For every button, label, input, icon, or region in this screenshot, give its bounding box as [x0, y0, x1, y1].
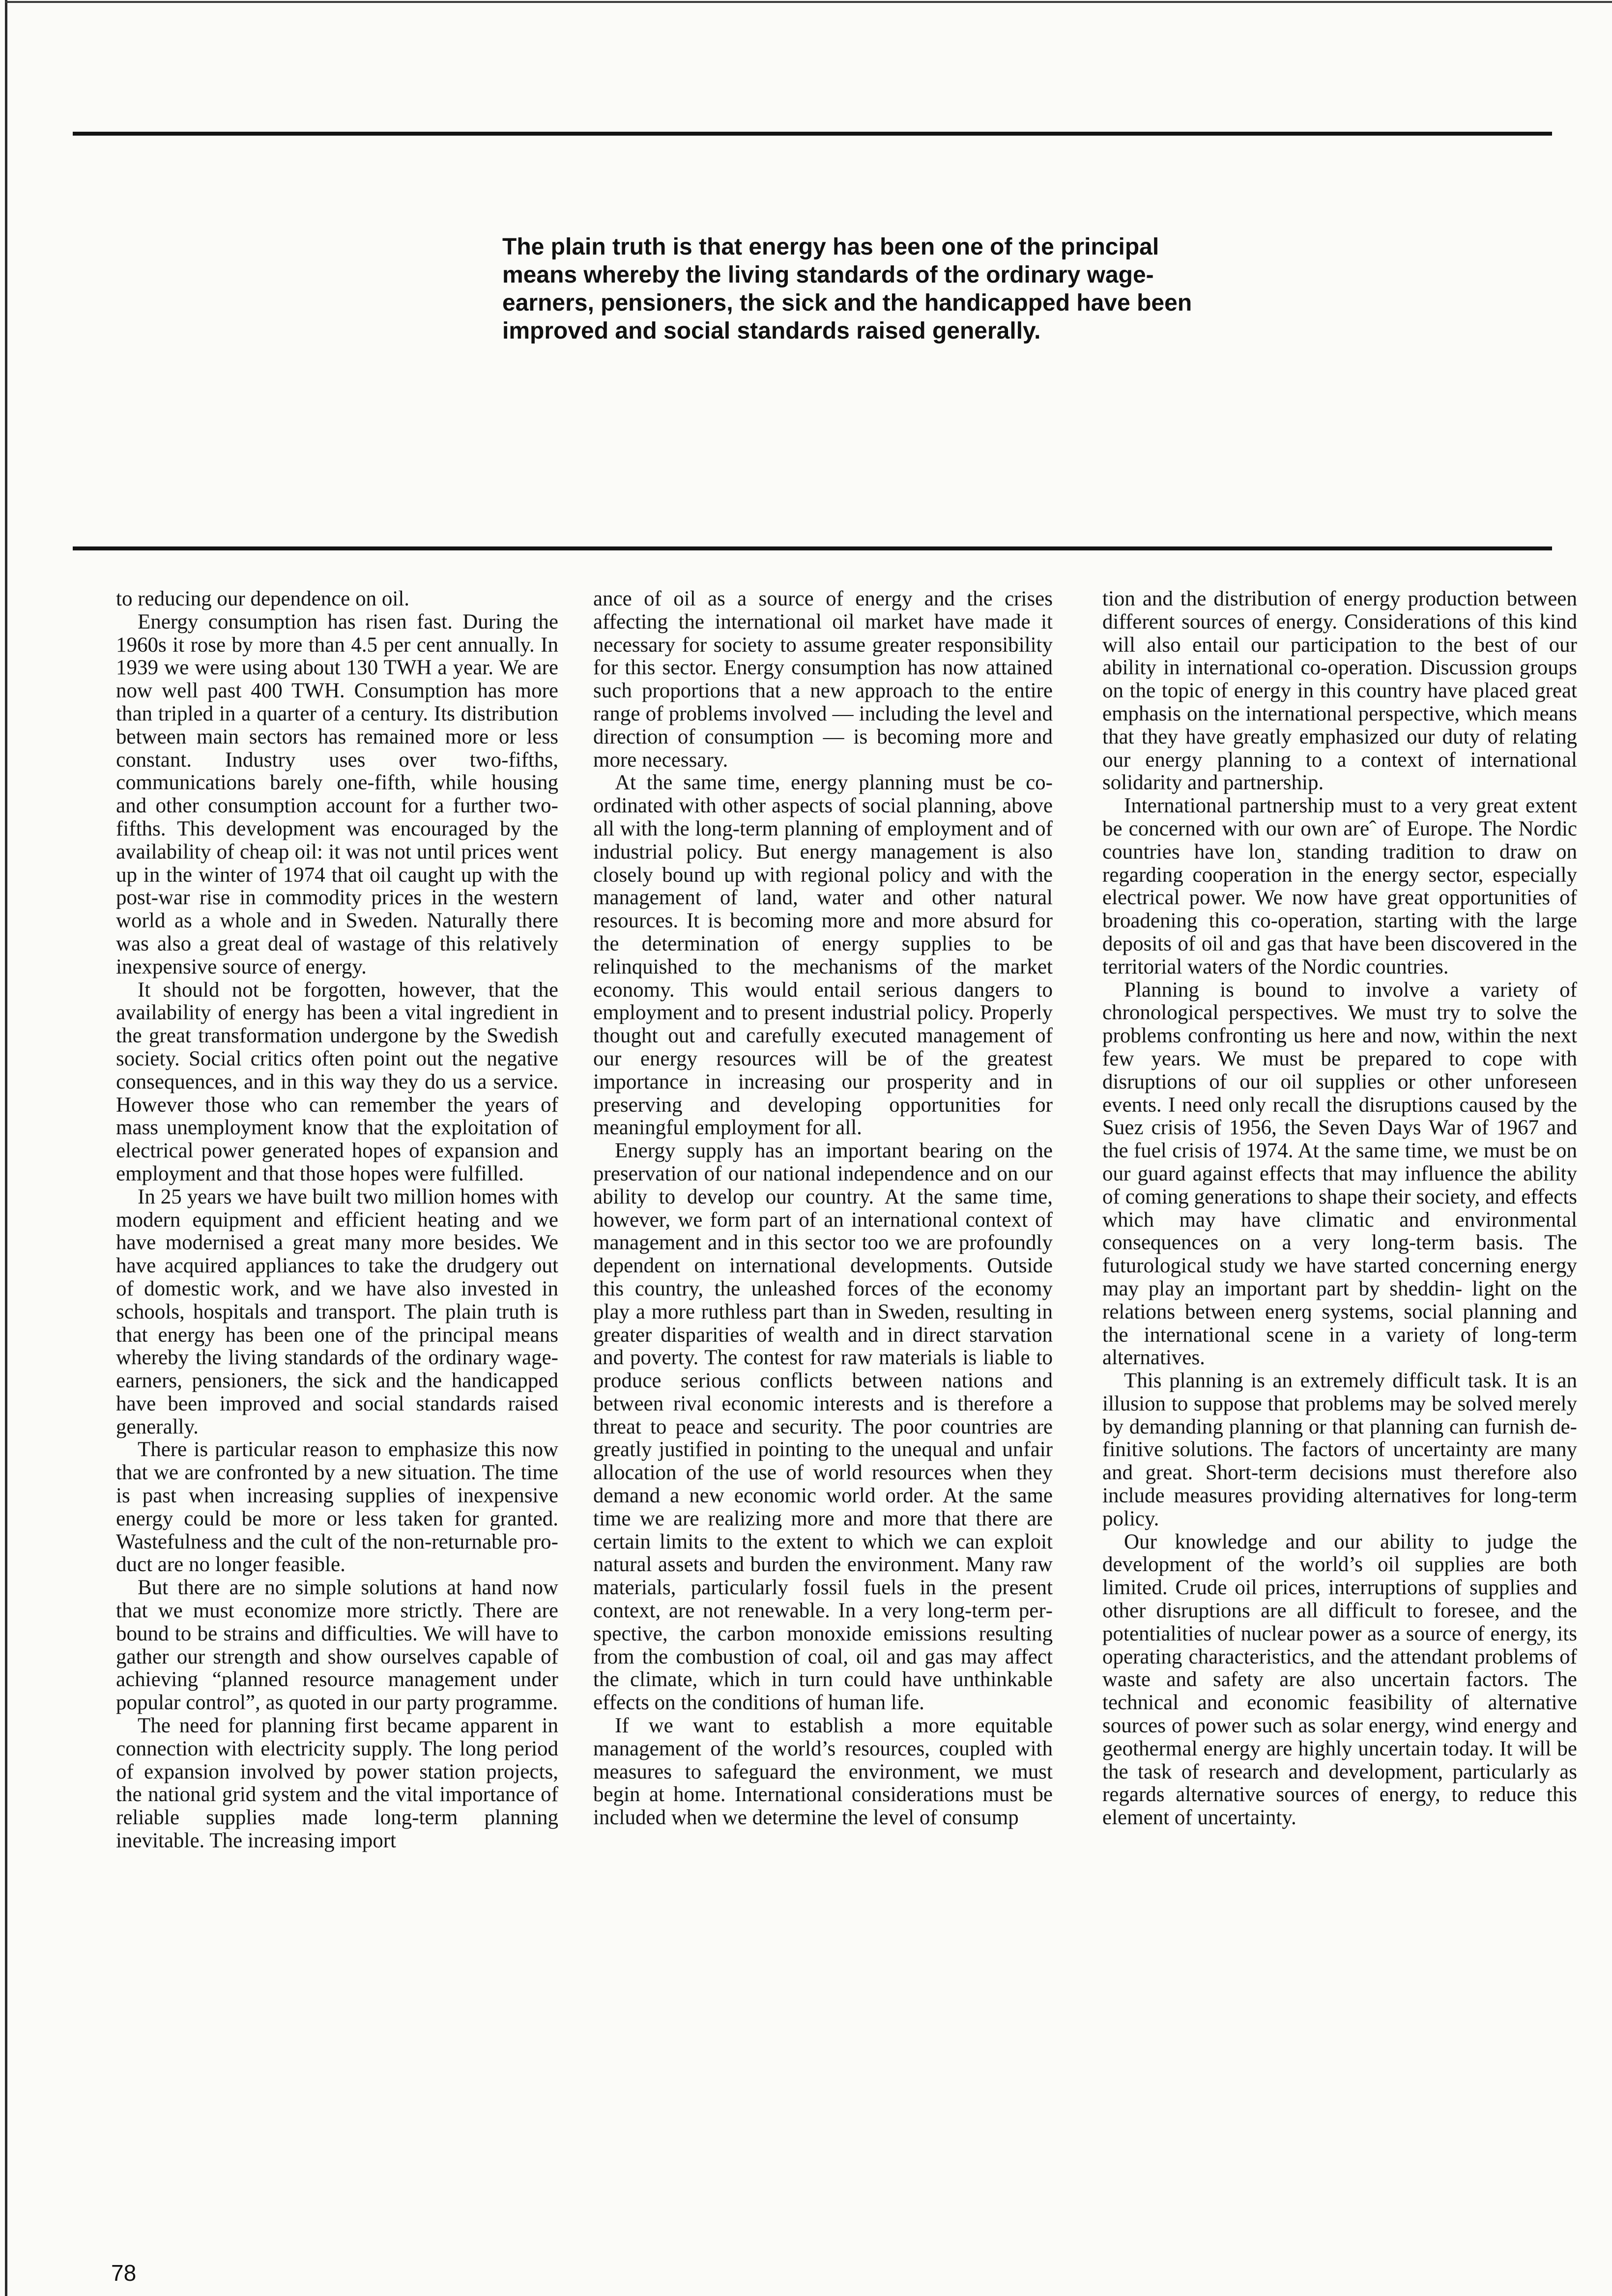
text-column-1	[116, 588, 558, 2229]
page-scan-edge-top	[5, 1, 1612, 3]
paragraph: Energy supply has an important bearing on the preservation of our national independence and on our ability to develop our country. At the same time, however, we form part of an international context of management and in this sector too we are profoundly dependent on international developments. Outside this country, the unleashed forces of the economy play a more ruthless part than in Sweden, resulting in greater disparities of wealth and in direct starvation and poverty. The contest for raw materials is liable to produce serious conflicts between nations and between rival economic interests and is therefore a threat to peace and security. The poor countries are greatly justified in pointing to the unequal and unfair allocation of the use of world resources when they demand a new economic world order. At the same time we are realizing more and more that there are certain limits to the extent to which we can exploit natural assets and burden the environment. Many raw materials, particularly fossil fuels in the present context, are not renewable. In a very long-term perspective, the carbon monoxide emissions resulting from the combustion of coal, oil and gas may affect the climate, which in turn could have unthinkable effects on the conditions of human life.	[593, 1139, 1053, 1715]
paragraph: International partnership must to a very great extent be concerned with our own areˆ of Europe. The Nordic countries have lon¸ standing tradition to draw on regarding cooperation in the energy sector, especially electrical power. We now have great opportunities of broadening this co-operation, starting with the large deposits of oil and gas that have been discovered in the territorial waters of the Nordic countries.	[1102, 794, 1577, 978]
page-number: 78	[111, 2260, 137, 2286]
paragraph: Energy consumption has risen fast. During the 1960s it rose by more than 4.5 per cent annually. In 1939 we were using about 130 TWH a year. We are now well past 400 TWH. Consumption has more than tripled in a quarter of a century. Its distribution between main sectors has remained more or less constant. Industry uses over two-fifths, communications barely one-fifth, while housing and other consumption account for a further two-fifths. This development was encouraged by the availability of cheap oil: it was not until prices went up in the winter of 1974 that oil caught up with the post-war rise in commodity prices in the western world as a whole and in Sweden. Naturally there was also a great deal of wastage of this relatively inexpensive source of energy.	[116, 610, 558, 978]
paragraph: This planning is an extremely difficult task. It is an illusion to suppose that problems may be solved merely by demanding planning or that planning can furnish definitive solutions. The factors of uncertainty are many and great. Short-term decisions must therefore also include measures providing alternatives for long-term policy.	[1102, 1369, 1577, 1530]
pull-quote-bottom-rule	[73, 546, 1552, 550]
paragraph: In 25 years we have built two million homes with modern equipment and efficient heating and we have modernised a great many more besides. We have acquired appliances to take the drudgery out of domestic work, and we have also invested in schools, hospitals and transport. The plain truth is that energy has been one of the principal means whereby the living standards of the ordinary wage-earners, pensioners, the sick and the handicapped have been improved and social standards raised generally.	[116, 1185, 558, 1438]
paragraph: to reducing our dependence on oil.	[116, 588, 410, 610]
pull-quote-top-rule	[73, 132, 1552, 136]
paragraph: Planning is bound to involve a variety of chronological perspectives. We must try to solve the problems confronting us here and now, within the next few years. We must be prepared to cope with disruptions of our oil supplies or other unforeseen events. I need only recall the disruptions caused by the Suez crisis of 1956, the Seven Days War of 1967 and the fuel crisis of 1974. At the same time, we must be on our guard against effects that may influence the ability of coming generations to shape their society, and effects which may have climatic and environmental consequences on a very long-term basis. The futurological study we have started concerning energy may play an important part by sheddin‐ light on the relations between enerɡ systems, social planning and the international scene in a variety of long-term alternatives.	[1102, 978, 1577, 1370]
paragraph: ance of oil as a source of energy and the crises affecting the international oil market have made it necessary for society to assume greater responsibility for this sector. Energy consumption has now attained such proportions that a new approach to the entire range of problems involved — including the level and direction of consumption — is becoming more and more necessary.	[593, 588, 1053, 772]
pull-quote: The plain truth is that energy has been one of the principal means whereby the living standards of the ordinary wage-earners, pensioners, the sick and the handicapped have been improved and social standards raised generally.	[502, 234, 1192, 344]
paragraph: There is particular reason to emphasize this now that we are confronted by a new situation. The time is past when increasing supplies of inexpensive energy could be more or less taken for granted. Wastefulness and the cult of the non-returnable product are no longer feasible.	[116, 1438, 558, 1577]
paragraph: It should not be forgotten, however, that the availability of energy has been a vital ingredient in the great transformation undergone by the Swedish society. Social critics often point out the negative consequences, and in this way they do us a service. However those who can remember the years of mass unemployment know that the exploitation of electrical power generated hopes of expansion and employment and that those hopes were fulfilled.	[116, 978, 558, 1185]
paragraph: Our knowledge and our ability to judge the development of the world’s oil supplies are both limited. Crude oil prices, interruptions of supplies and other disruptions are all difficult to foresee, and the potentialities of nuclear power as a source of energy, its operating characteristics, and the attendant problems of waste and safety are also uncertain factors. The technical and economic feasibility of alternative sources of power such as solar energy, wind energy and geothermal energy are highly uncertain today. It will be the task of research and development, particularly as regards alternative sources of energy, to reduce this element of uncertainty.	[1102, 1530, 1577, 1830]
paragraph: But there are no simple solutions at hand now that we must economize more strictly. There are bound to be strains and difficulties. We will have to gather our strength and show ourselves capable of achieving “planned resource management under popular control”, as quoted in our party programme.	[116, 1576, 558, 1715]
paragraph: tion and the distribution of energy production between different sources of energy. Considerations of this kind will also entail our participation to the best of our ability in international co-operation. Discussion groups on the topic of energy in this country have placed great emphasis on the international perspective, which means that they have greatly emphasized our duty of relating our energy planning to a context of international solidarity and partnership.	[1102, 588, 1577, 795]
text-column-3	[1102, 588, 1577, 2229]
text-column-2	[593, 588, 1053, 2229]
page-scan-edge-left	[5, 0, 7, 2296]
paragraph: The need for planning first became apparent in connection with electricity supply. The long period of expansion involved by power station projects, the national grid system and the vital importance of reliable supplies made long-term planning inevitable. The increasing import	[116, 1714, 558, 1853]
paragraph: At the same time, energy planning must be co-ordinated with other aspects of social planning, above all with the long-term planning of employment and of industrial policy. But energy management is also closely bound up with regional policy and with the management of land, water and other natural resources. It is becoming more and more absurd for the determination of energy supplies to be relinquished to the mechanisms of the market economy. This would entail serious dangers to employment and to present industrial policy. Properly thought out and carefully executed management of our energy resources will be of the greatest importance in increasing our prosperity and in preserving and developing opportunities for meaningful employment for all.	[593, 771, 1053, 1140]
paragraph: If we want to establish a more equitable management of the world’s resources, coupled with measures to safeguard the environment, we must begin at home. International considerations must be included when we determine the level of consump	[593, 1714, 1053, 1830]
